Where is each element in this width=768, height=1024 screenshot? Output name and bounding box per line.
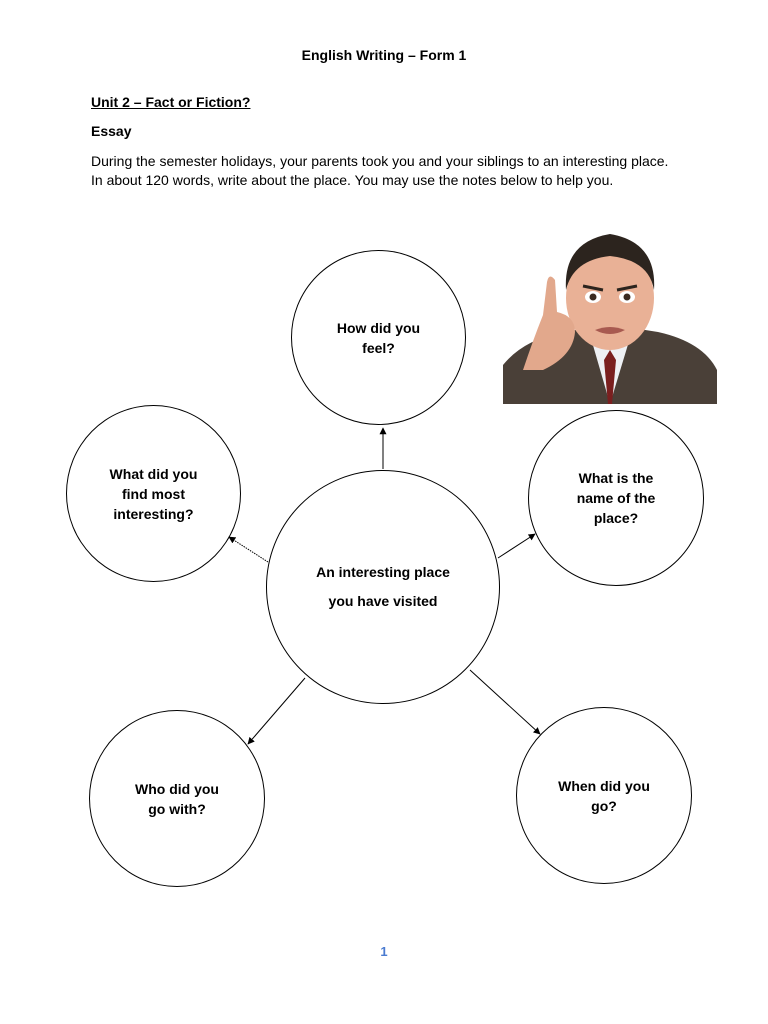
page-number: 1 [380, 944, 388, 959]
mind-map-right-circle [528, 410, 704, 586]
mind-map-bottom-right-circle [516, 707, 692, 884]
instructions-paragraph: During the semester holidays, your parents took you and your siblings to an interesting place. In about 120 words, write about the place. You may use the notes below to help you. [91, 153, 669, 188]
mind-map-center-circle [266, 470, 500, 704]
arrow-to-right [498, 534, 535, 558]
arrow-to-bottom-right [470, 670, 540, 734]
arrow-to-left [229, 537, 268, 562]
section-label: Essay [91, 123, 132, 139]
top-circle-text: How did you feel? [336, 319, 421, 356]
right-circle-text: What is the name of the place? [576, 470, 656, 526]
pointing-man-photo [503, 220, 717, 404]
bottom-right-circle-text: When did you go? [558, 777, 650, 814]
left-circle-text: What did you find most interesting? [109, 465, 198, 522]
mind-map-bottom-left-circle [89, 710, 265, 887]
mind-map-top-circle [291, 250, 466, 425]
unit-heading: Unit 2 – Fact or Fiction? [91, 94, 251, 110]
bottom-left-circle-text: Who did you go with? [135, 780, 219, 817]
mind-map-left-circle [66, 405, 241, 582]
arrow-to-bottom-left [248, 678, 305, 744]
document-title: English Writing – Form 1 [301, 47, 467, 63]
center-circle-text: An interesting place you have visited [316, 564, 450, 609]
